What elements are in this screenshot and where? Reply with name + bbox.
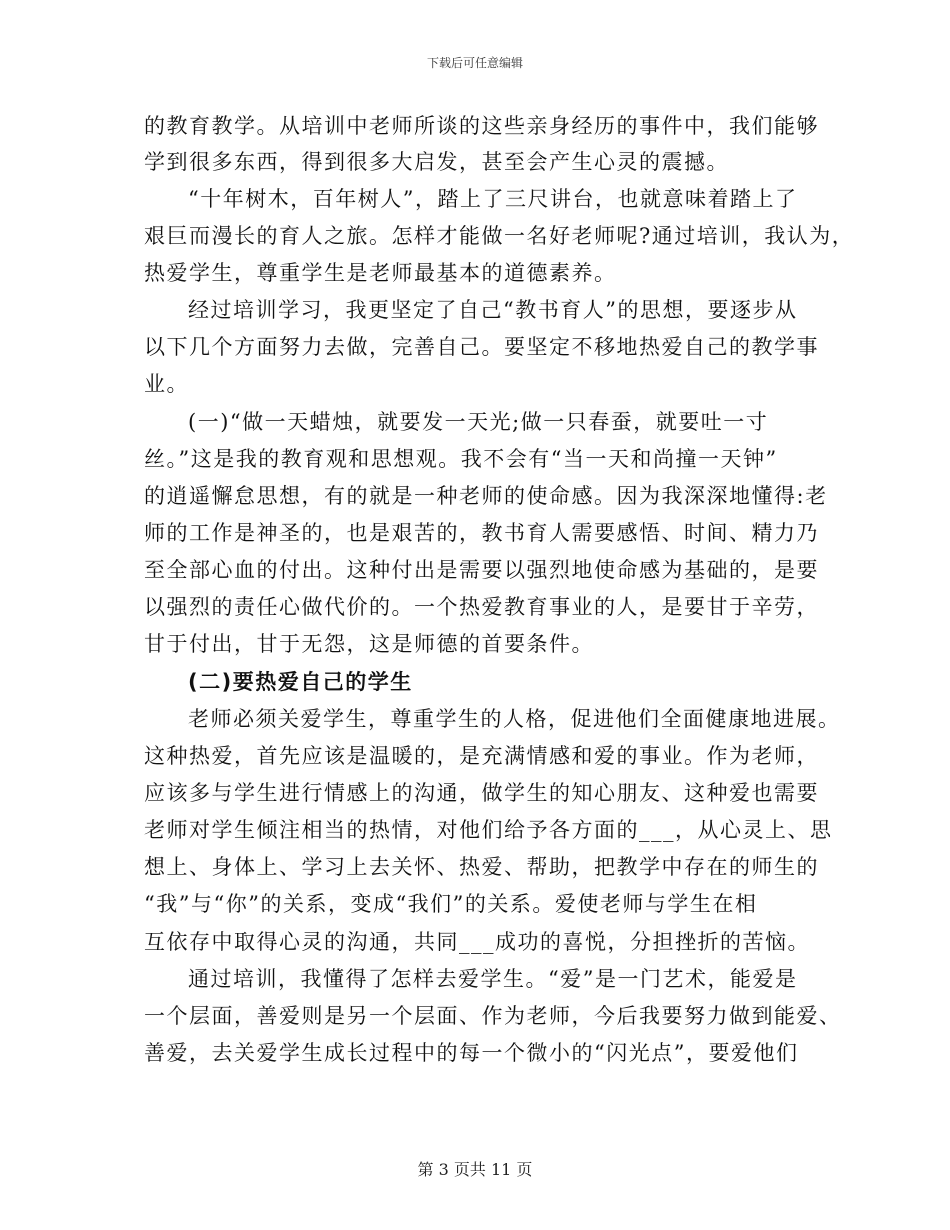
text-line: 通过培训，我懂得了怎样去爱学生。“爱”是一门艺术，能爱是 [188, 967, 798, 991]
text-line: “我”与“你”的关系，变成“我们”的关系。爱使老师与学生在相 [144, 892, 758, 916]
text-line: 善爱，去关爱学生成长过程中的每一个微小的“闪光点”，要爱他们 [144, 1041, 799, 1065]
text-line: 以强烈的责任心做代价的。一个热爱教育事业的人，是要甘于辛劳， [144, 595, 819, 619]
text-line: 老师对学生倾注相当的热情，对他们给予各方面的___，从心灵上、思 [144, 818, 833, 842]
text-line: 互依存中取得心灵的沟通，共同___成功的喜悦，分担挫折的苦恼。 [144, 930, 810, 954]
text-line: 业。 [144, 372, 189, 396]
text-line: 丝。”这是我的教育观和思想观。我不会有“当一天和尚撞一天钟” [144, 447, 778, 471]
text-line: (一)“做一天蜡烛，就要发一天光;做一只春蚕，就要吐一寸 [188, 410, 769, 434]
text-line: 至全部心血的付出。这种付出是需要以强烈地使命感为基础的，是要 [144, 558, 819, 582]
page-number: 第 3 页共 11 页 [417, 1160, 533, 1179]
text-line: 的教育教学。从培训中老师所谈的这些亲身经历的事件中，我们能够 [144, 114, 819, 138]
text-line: “十年树木，百年树人”，踏上了三尺讲台，也就意味着踏上了 [188, 187, 798, 211]
text-line: 热爱学生，尊重学生是老师最基本的道德素养。 [144, 261, 617, 285]
text-line: 师的工作是神圣的，也是艰苦的，教书育人需要感悟、时间、精力乃 [144, 521, 819, 545]
text-line: 的逍遥懈怠思想，有的就是一种老师的使命感。因为我深深地懂得:老 [144, 484, 828, 508]
text-line: 老师必须关爱学生，尊重学生的人格，促进他们全面健康地进展。 [188, 707, 841, 731]
text-line: 甘于付出，甘于无怨，这是师德的首要条件。 [144, 632, 594, 656]
page-header-note: 下载后可任意编辑 [426, 56, 523, 70]
text-line: 这种热爱，首先应该是温暖的，是充满情感和爱的事业。作为老师， [144, 744, 819, 768]
text-line: 学到很多东西，得到很多大启发，甚至会产生心灵的震撼。 [144, 150, 729, 174]
text-line: 经过培训学习，我更坚定了自己“教书育人”的思想，要逐步从 [188, 298, 798, 322]
text-line: 一个层面，善爱则是另一个层面、作为老师，今后我要努力做到能爱、 [144, 1004, 842, 1028]
text-line: 艰巨而漫长的育人之旅。怎样才能做一名好老师呢?通过培训，我认为， [144, 224, 855, 248]
section-heading: (二)要热爱自己的学生 [188, 670, 413, 694]
text-line: 以下几个方面努力去做，完善自己。要坚定不移地热爱自己的教学事 [144, 335, 819, 359]
text-line: 应该多与学生进行情感上的沟通，做学生的知心朋友、这种爱也需要 [144, 781, 819, 805]
text-line: 想上、身体上、学习上去关怀、热爱、帮助，把教学中存在的师生的 [144, 855, 819, 879]
